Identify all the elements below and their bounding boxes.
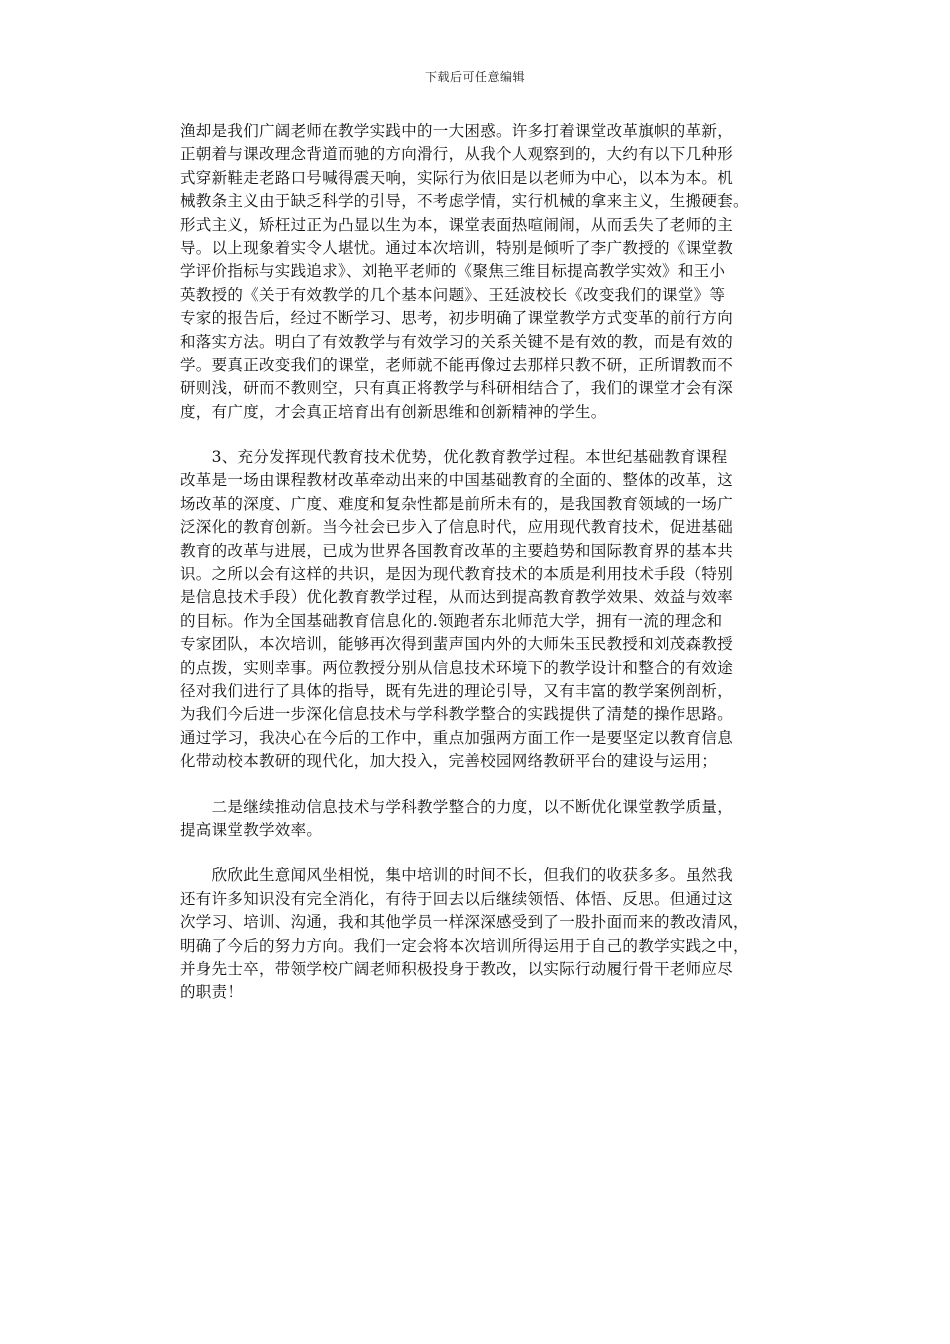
- text-line: 学。要真正改变我们的课堂，老师就不能再像过去那样只教不研，正所谓教而不: [180, 355, 734, 374]
- text-line: 正朝着与课改理念背道而驰的方向滑行，从我个人观察到的，大约有以下几种形: [180, 145, 734, 164]
- text-line: 欣欣此生意闻风坐相悦，集中培训的时间不长，但我们的收获多多。虽然我: [180, 866, 734, 885]
- text-line: 并身先士卒，带领学校广阔老师积极投身于教改，以实际行动履行骨干老师应尽: [180, 959, 734, 978]
- paragraph-gap: [180, 842, 780, 864]
- text-line: 研则浅，研而不教则空，只有真正将教学与科研相结合了，我们的课堂才会有深: [180, 379, 734, 398]
- text-line: 的点拨，实则幸事。两位教授分别从信息技术环境下的教学设计和整合的有效途: [180, 658, 734, 677]
- text-line: 改革是一场由课程教材改革牵动出来的中国基础教育的全面的、整体的改革，这: [180, 471, 734, 490]
- text-line: 渔却是我们广阔老师在教学实践中的一大困惑。许多打着课堂改革旗帜的革新，: [180, 122, 734, 140]
- text-line: 教育的改革与进展，已成为世界各国教育改革的主要趋势和国际教育界的基本共: [180, 541, 734, 560]
- text-line: 径对我们进行了具体的指导，既有先进的理论引导，又有丰富的教学案例剖析，: [180, 681, 734, 700]
- text-line: 还有许多知识没有完全消化，有待于回去以后继续领悟、体悟、反思。但通过这: [180, 889, 734, 908]
- text-line: 导。以上现象着实令人堪忧。通过本次培训，特别是倾听了李广教授的《课堂教: [180, 238, 734, 257]
- text-line: 的职责！: [180, 983, 244, 1002]
- paragraph-gap: [180, 424, 780, 446]
- page-header-title: 下载后可任意编辑: [424, 70, 525, 84]
- paragraph-gap: [180, 774, 780, 796]
- text-line: 式穿新鞋走老路口号喊得震天响，实际行为依旧是以老师为中心，以本为本。机: [180, 168, 734, 187]
- text-line: 专家的报告后，经过不断学习、思考，初步明确了课堂教学方式变革的前行方向: [180, 309, 734, 328]
- paragraph-1: [180, 120, 780, 424]
- text-line: 形式主义，矫枉过正为凸显以生为本，课堂表面热喧闹闹，从而丢失了老师的主: [180, 215, 734, 234]
- text-line: 和落实方法。明白了有效教学与有效学习的关系关键不是有效的教，而是有效的: [180, 332, 734, 351]
- text-line: 场改革的深度、广度、难度和复杂性都是前所未有的，是我国教育领域的一场广: [180, 494, 734, 513]
- text-line: 通过学习，我决心在今后的工作中，重点加强两方面工作一是要坚定以教育信息: [180, 728, 734, 747]
- text-line: 识。之所以会有这样的共识，是因为现代教育技术的本质是利用技术手段（特别: [180, 565, 734, 584]
- text-line: 学评价指标与实践追求》、刘艳平老师的《聚焦三维目标提高教学实效》和王小: [180, 262, 726, 281]
- text-line: 化带动校本教研的现代化，加大投入，完善校园网络教研平台的建设与运用；: [180, 752, 718, 771]
- paragraph-4: [180, 864, 780, 1004]
- text-line: 泛深化的教育创新。当今社会已步入了信息时代，应用现代教育技术，促进基础: [180, 518, 734, 537]
- text-line: 明确了今后的努力方向。我们一定会将本次培训所得运用于自己的教学实践之中，: [180, 936, 749, 955]
- text-line: 二是继续推动信息技术与学科教学整合的力度，以不断优化课堂教学质量，: [180, 797, 734, 816]
- paragraph-3: [180, 796, 780, 843]
- text-line: 是信息技术手段）优化教育教学过程，从而达到提高教育教学效果、效益与效率: [180, 588, 734, 607]
- text-line: 械教条主义由于缺乏科学的引导，不考虑学情，实行机械的拿来主义，生搬硬套。: [180, 192, 749, 211]
- text-line: 为我们今后进一步深化信息技术与学科教学整合的实践提供了清楚的操作思路。: [180, 705, 734, 724]
- text-line: 专家团队，本次培训，能够再次得到蜚声国内外的大师朱玉民教授和刘茂森教授: [180, 635, 734, 654]
- paragraph-2: [180, 446, 780, 773]
- document-body: [180, 120, 780, 1005]
- text-line: 的目标。作为全国基础教育信息化的.领跑者东北师范大学，拥有一流的理念和: [180, 611, 723, 630]
- text-line: 3、充分发挥现代教育技术优势，优化教育教学过程。本世纪基础教育课程: [180, 448, 728, 467]
- text-line: 英教授的《关于有效教学的几个基本问题》、王廷波校长《改变我们的课堂》等: [180, 285, 726, 304]
- text-line: 提高课堂教学效率。: [180, 820, 323, 839]
- text-line: 次学习、培训、沟通，我和其他学员一样深深感受到了一股扑面而来的教改清风，: [180, 913, 749, 932]
- text-line: 度，有广度，才会真正培育出有创新思维和创新精神的学生。: [180, 402, 607, 421]
